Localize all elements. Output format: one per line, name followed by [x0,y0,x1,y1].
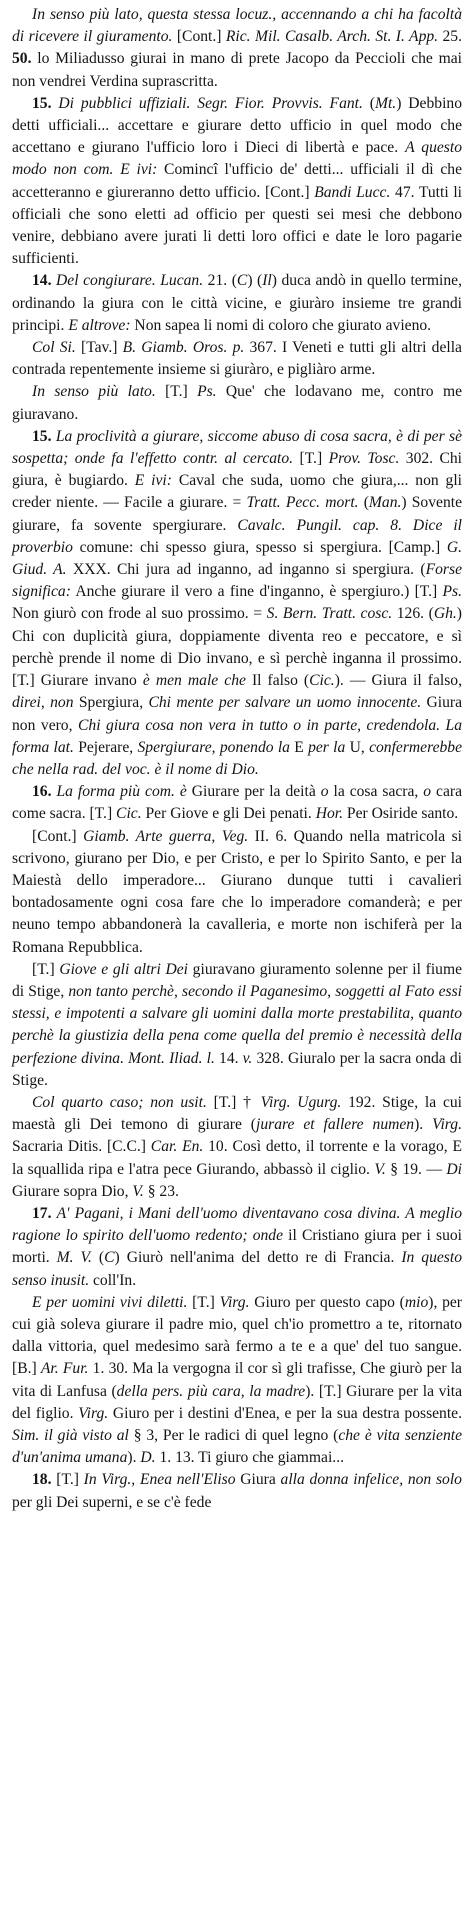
body-text: Giura [235,1471,281,1489]
body-text: ). [127,1449,141,1467]
body-text: Il falso ( [245,672,310,690]
body-text: 47. Tutti li officiali che sono eletti ad officio per questi sei mesi che debbono venire, debbiano avere jurati li detti loro offici e date le loro pagarie sufficienti. [12,183,463,268]
italic-text: Man. [368,494,402,512]
italic-text: Col Si. [32,339,76,357]
entry-paragraph [12,93,462,271]
italic-text: mio [404,1293,429,1311]
italic-text: è men male che [142,672,246,690]
body-text: Anche giurare il vero a fine d'inganno, è spergiuro.) [T.] [70,583,443,601]
italic-text: E ivi: [134,472,172,490]
section-number: 15. [32,94,52,112]
body-text: 10. Così detto, il torrente e la vorago, E la squallida ripa e l'atra pece Giurando, abbassò il ciglio. [12,1138,463,1178]
italic-text: Car. En. [150,1138,204,1156]
italic-text: Ps. [197,383,217,401]
body-text: ). [414,1116,433,1134]
body-text: [Tav.] [75,339,123,357]
italic-text: Giove e gli altri Dei [59,960,189,978]
body-text: II. 6. Quando nella matricola si scrivono, giurano per Dio, e per Cristo, e per lo Spirito Santo, e per la Maiestà dello imperadore... Giurano dunque tutti i cavalieri bontadosamente ogni cosa fare che lo imperadore comanderà; e per neuno tempo abbandonerà la cavalleria, e morte non ischiferà per la Romana Repubblica. [12,827,462,956]
entry-paragraph [12,4,462,93]
body-text: [Cont.] [172,28,226,46]
body-text: Giuro per i destini d'Enea, e per la sua destra possente. [108,1404,463,1422]
italic-text: Giamb. Arte guerra, Veg. [83,827,249,845]
body-text: ) Sovente giurare, fa sovente spergiurare. [12,494,462,534]
italic-text: Del congiurare. Lucan. [56,272,204,290]
body-text: 367. I Veneti e tutti gli altri della contrada repentemente insieme si giuràro, e pigliàro arme. [12,339,462,379]
body-text: 328. Giuralo per la sacra onda di Stige. [12,1049,462,1089]
italic-text: Ric. Mil. Casalb. Arch. St. I. App. [225,28,439,46]
italic-text: o [423,783,432,801]
body-text: 192. Stige, la cui maestà gli Dei temono di giurare ( [12,1093,462,1134]
body-text: lo Miliadusso giurai in mano di prete Jacopo da Peccioli che mai non vendrei Verdina suprascritta. [12,50,462,90]
entry-paragraph [12,1292,462,1470]
italic-text: La forma più com. è [56,783,187,801]
section-number: 18. [32,1471,52,1489]
body-text: Per Osiride santo. [343,805,459,823]
italic-text: Bandi Lucc. [314,183,391,201]
body-text: Comincî l'ufficio de' detti... ufficiali il dì che accetteranno e giureranno detto ufficio. [Cont.] [12,161,462,201]
section-number: 16. [32,783,52,801]
body-text: 1. 13. Ti giuro che giammai... [155,1449,344,1467]
body-text: Non giurò con frode al suo prossimo. = [12,605,267,623]
italic-text: Cic. [116,805,142,823]
body-text: ) Debbino detti ufficiali... accettare e giurare detto ufficio in quel modo che accettano e giurano l'ufficio loro i Dieci di libertà e pace. [12,94,462,157]
body-text: ) Chi con duplicità giura, doppiamente diventa reo e peccatore, e sì perchè prende il nome di Dio invano, e sì perchè inganna il prossimo. [T.] Giurare invano [12,605,462,690]
body-text: giuravano giuramento solenne per il fiume di Stige, [12,960,462,1000]
italic-text: Il [262,272,272,290]
body-text: Spergiura, [73,694,149,712]
italic-text: che è vita senziente d'un'anima umana [12,1427,462,1467]
body-text: ). — Giura il falso, [334,672,462,690]
italic-text: Virg. [432,1116,462,1134]
body-text: Caval che suda, uomo che giura,... non gli creder niente. — Facile a giurare. = [12,472,462,512]
italic-text: Prov. Tosc. [328,450,400,468]
body-text: [Cont.] [32,827,84,845]
italic-text: Di [446,1160,462,1178]
italic-text: Virg. [219,1293,250,1311]
entry-paragraph [12,781,462,825]
entry-paragraph [12,959,462,1092]
italic-text: V. [374,1160,386,1178]
italic-text: In senso più lato. [32,383,156,401]
body-text: 14. [214,1049,243,1067]
italic-text: E per uomini vivi diletti. [32,1293,188,1311]
body-text: Que' che lodavano me, contro me giuravano. [12,383,462,423]
body-text: Per Giove e gli Dei penati. [141,805,316,823]
italic-text: C [104,1249,115,1267]
body-text: ), per cui già soleva giurare il padre mio, quel ch'io promettro a te, ritornato dalla vittoria, quel medesimo sarà fermo a te e a que' del tuo sangue. [B.] [12,1293,463,1378]
italic-text: non tanto perchè, secondo il Paganesimo, soggetti al Fato essi stessi, e impotenti a salvare gli uomini dalla morte prestabilita, quanto perchè la giustizia della pena come quella del premio è necessità della perfezione divina. Mont. Iliad. l. [12,982,462,1067]
body-text: [T.] [32,960,60,978]
body-text: ( [362,94,375,112]
body-text: Giuro per questo capo ( [249,1293,405,1311]
body-text: Giurare per la deità [186,783,321,801]
entry-paragraph [12,1203,462,1292]
italic-text: A' Pagani, i Mani dell'uomo diventavano cosa divina. A meglio ragione lo spirito dell'uomo redento; onde [12,1204,462,1245]
italic-text: Hor. [315,805,343,823]
body-text: 126. ( [392,605,434,623]
body-text: ( [91,1249,105,1267]
italic-text: della pers. più cara, la madre [116,1382,306,1400]
italic-text: alla donna infelice, non solo [280,1471,462,1489]
italic-text: D. [140,1449,156,1467]
entry-paragraph [12,426,462,781]
italic-text: In questo senso inusit. [12,1249,463,1289]
italic-text: direi, non [12,694,74,712]
body-text: [T.] [51,1471,84,1489]
italic-text: Virg. Ugurg. [260,1093,342,1111]
italic-text: A questo modo non com. E ivi: [12,139,462,179]
italic-text: confermerebbe che nella rad. del voc. è il nome di Dio. [12,738,463,778]
italic-text: Cic. [309,672,335,690]
body-text: [T.] [155,383,198,401]
italic-text: S. Bern. Tratt. cosc. [266,605,393,623]
italic-text: Ar. Fur. [40,1360,89,1378]
section-number: 17. [32,1204,52,1222]
body-text: E [289,738,309,756]
body-text: Pejerare, [73,738,138,756]
italic-text: jurare et fallere numen [256,1116,415,1134]
italic-text: v. [242,1049,253,1067]
body-text: ( [358,494,369,512]
body-text: ) ( [247,272,263,290]
italic-text: Forse significa: [12,561,462,601]
body-text: § 3, Per le radici di quel legno ( [128,1427,339,1444]
body-text: 1. 30. Ma la vergogna il cor sì gli trafisse, Che giurò per la vita di Lanfusa ( [12,1360,462,1400]
body-text: U, [345,738,370,756]
italic-text: B. Giamb. Oros. p. [122,339,245,357]
italic-text: Virg. [78,1404,109,1422]
body-text: 25. [438,28,462,46]
body-text: ). [T.] Giurare per la vita del figlio. [12,1382,462,1422]
body-text: il Cristiano giura per i suoi morti. [12,1227,462,1267]
italic-text: V. [132,1182,144,1200]
italic-text: Gh. [433,605,457,623]
body-text: Giura non vero, [12,694,463,734]
body-text: XXX. Chi jura ad inganno, ad inganno si spergiura. ( [66,561,426,579]
italic-text: Col quarto caso; non usit. [32,1093,207,1111]
body-text: cara come sacra. [T.] [12,783,462,823]
italic-text: Ps. [442,583,462,601]
section-number: 14. [32,272,52,290]
entry-paragraph [12,270,462,337]
italic-text: La proclività a giurare, siccome abuso di cosa sacra, è di per sè sospetta; onde fa l'effetto contr. al cercato. [12,427,462,468]
italic-text: Chi mente per salvare un uomo innocente. [148,694,422,712]
italic-text: E altrove: [68,316,131,334]
body-text: § 23. [143,1182,179,1200]
body-text: per gli Dei superni, e se c'è fede [12,1493,212,1511]
entry-paragraph [12,381,462,425]
body-text: coll'In. [89,1271,137,1289]
body-text: Giurare sopra Dio, [12,1182,133,1200]
entry-paragraph [12,337,462,381]
italic-text: C [236,272,248,290]
body-text: Sacraria Ditis. [C.C.] [12,1138,151,1156]
section-number: 15. [32,427,52,445]
italic-text: Di pubblici uffiziali. Segr. Fior. Provvis. Fant. [58,94,363,112]
italic-text: G. Giud. A. [12,538,462,579]
italic-text: per la [308,738,346,756]
body-text: ) duca andò in quello termine, ordinando la giura con le città vicine, e giuràro insieme tre grandi principi. [12,272,463,334]
section-number: 50. [12,50,32,68]
italic-text: In senso più lato, questa stessa locuz., accennando a chi ha facoltà di ricevere il giuramento. [12,6,462,46]
body-text: 302. Chi giura, è bugiardo. [12,450,462,490]
italic-text: Spergiurare, ponendo la [137,738,290,756]
body-text: ) Giurò nell'anima del detto re di Francia. [114,1249,402,1267]
italic-text: o [320,783,329,801]
body-text: § 19. — [385,1160,447,1178]
entry-paragraph [12,826,462,959]
body-text: la cosa sacra, [328,783,424,801]
italic-text: M. V. [56,1249,92,1267]
italic-text: Tratt. Pecc. mort. [246,494,359,512]
entry-paragraph [12,1469,462,1513]
italic-text: Mt. [374,94,397,112]
italic-text: Chi giura cosa non vera in tutto o in parte, credendola. La forma lat. [12,716,462,756]
body-text: 21. ( [203,272,237,290]
body-text: [T.] [187,1293,220,1311]
italic-text: Cavalc. Pungil. cap. 8. Dice il proverbio [12,516,463,556]
text-column [12,4,462,1514]
body-text: [T.] [293,450,329,468]
body-text: Non sapea li nomi di coloro che giurato avieno. [130,316,432,334]
body-text: [T.] † [206,1093,261,1111]
italic-text: In Virg., Enea nell'Eliso [83,1471,236,1489]
italic-text: Sim. il già visto al [12,1427,129,1444]
body-text: comune: chi spesso giura, spesso si spergiura. [Camp.] [72,538,447,556]
entry-paragraph [12,1092,462,1203]
